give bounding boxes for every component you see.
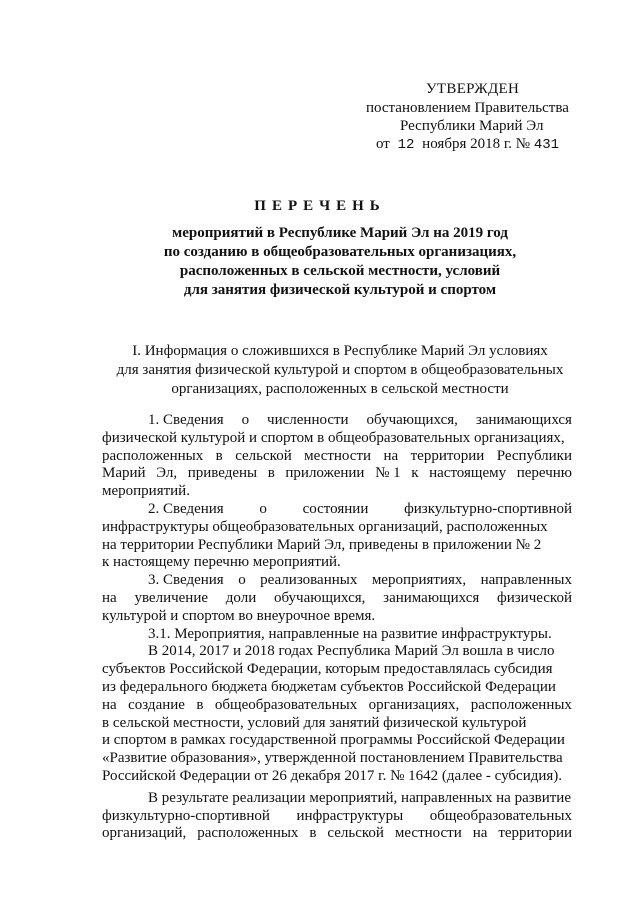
word: реализованных [260,572,358,589]
word: к [411,465,419,482]
word: в [196,696,204,713]
text-line: В результате реализации мероприятий, направленных на развитие [148,789,571,806]
word: направленных [480,572,572,589]
word: общеобразовательных [214,696,358,713]
word: о [259,500,267,517]
text-line: физической культурой и спортом в общеобразовательных организациях, [102,429,565,446]
word: 3. Сведения [148,572,224,589]
paragraph-p5 [102,790,572,843]
subtitle-line: мероприятий в Республике Марий Эл на 2019 год [172,225,508,241]
word: расположенных [102,447,204,464]
subtitle-line: для занятия физической культурой и спортом [183,282,497,298]
word: численности [267,412,349,428]
approval-date-rest: ноября 2018 г. № [422,136,531,152]
text-line [102,501,572,519]
document-title: ПЕРЕЧЕНЬ [254,198,386,214]
word: настоящему [429,465,507,482]
text-line [102,412,572,430]
word: Республики [496,447,572,464]
text-line: «Развитие образования», утвержденной постановлением Правительства [102,750,563,767]
subtitle-line: расположенных в сельской местности, условий [179,263,501,279]
text-line: инфраструктуры общеобразовательных организаций, расположенных [102,518,548,535]
word: в [309,825,317,842]
word: 1. Сведения [148,412,224,428]
text-line: в сельской местности, условий для занятий физической культурой [102,714,527,731]
word: о [241,412,250,428]
word: в [267,465,275,482]
text-line [102,590,572,608]
paragraph-p1 [102,412,572,501]
word: приложении [285,465,365,482]
word: 2. Сведения [148,500,224,517]
section-heading-line: I. Информация о сложившихся в Республике Марий Эл условиях [132,343,548,359]
approval-day: 12 [397,137,415,153]
approval-republic-line: Республики Марий Эл [400,118,544,134]
subtitle-line: по созданию в общеобразовательных организациях, [163,244,517,260]
paragraph-p2 [102,501,572,572]
word: № 1 [375,465,401,482]
word: расположенных [470,696,572,713]
section-heading-line: организациях, расположенных в сельской местности [171,381,509,397]
text-line: к настоящему перечню мероприятий. [102,554,341,571]
word: расположенных [197,825,299,842]
section-heading-line: для занятия физической культурой и спортом в общеобразовательных [116,362,564,378]
text-line: мероприятий. [102,483,190,500]
word: обучающихся, [273,589,366,606]
word: местности [304,447,372,464]
word: физкультурно-спортивной [404,500,572,517]
word: на [102,589,117,606]
text-line: на территории Республики Марий Эл, приведены в приложении № 2 [102,536,542,553]
paragraph-p3 [102,572,572,625]
word: физкультурно-спортивной [102,807,270,824]
text-line [102,465,572,483]
word: инфраструктуры [296,807,404,824]
word: территории [410,447,485,464]
approval-decree-line: постановлением Правительства [366,100,569,116]
paragraph-p4 [102,643,572,785]
text-line [102,448,572,466]
document-subtitle [120,224,560,300]
word: занимающихся [475,412,572,428]
approval-date-line [376,135,559,154]
text-line: культурой и спортом во внеурочное время. [102,607,376,624]
text-line: и спортом в рамках государственной программы Российской Федерации [102,732,565,749]
body-text [102,412,572,843]
text-line: из федерального бюджета бюджетам субъектов Российской Федерации [102,678,556,695]
word: Марий [102,465,146,482]
word: занимающихся [383,589,480,606]
word: создание [128,696,185,713]
approval-number: 431 [533,137,560,153]
word: обучающихся, [366,412,458,428]
text-line [102,697,572,715]
word: перечню [516,465,572,482]
word: организаций, [102,825,187,842]
paragraph-p31 [102,626,572,644]
text-line [102,572,572,590]
word: Эл, [156,465,178,482]
word: на [472,825,488,842]
word: на [383,447,399,464]
text-line [102,825,572,843]
word: доли [225,589,257,606]
text-line: субъектов Российской Федерации, которым предоставлялась субсидия [102,661,553,678]
word: сельской [235,447,292,464]
word: местности [394,825,462,842]
word: сельской [327,825,384,842]
word: мероприятиях, [371,572,467,589]
text-line [102,808,572,826]
word: на [102,696,117,713]
word: состоянии [302,500,369,517]
word: приведены [187,465,258,482]
word: общеобразовательных [429,807,572,824]
word: увеличение [134,589,209,606]
word: физической [497,589,572,606]
text-line: В 2014, 2017 и 2018 годах Республика Марий Эл вошла в число [148,643,555,660]
word: в [215,447,223,464]
section-heading [90,342,590,399]
approval-title: УТВЕРЖДЕН [426,81,520,97]
approval-from: от [376,136,390,152]
text-line: 3.1. Мероприятия, направленные на развитие инфраструктуры. [148,625,552,642]
word: о [238,572,246,589]
word: организациях, [368,696,460,713]
word: территории [498,825,572,842]
text-line: Российской Федерации от 26 декабря 2017 г. № 1642 (далее - субсидия). [102,767,563,784]
